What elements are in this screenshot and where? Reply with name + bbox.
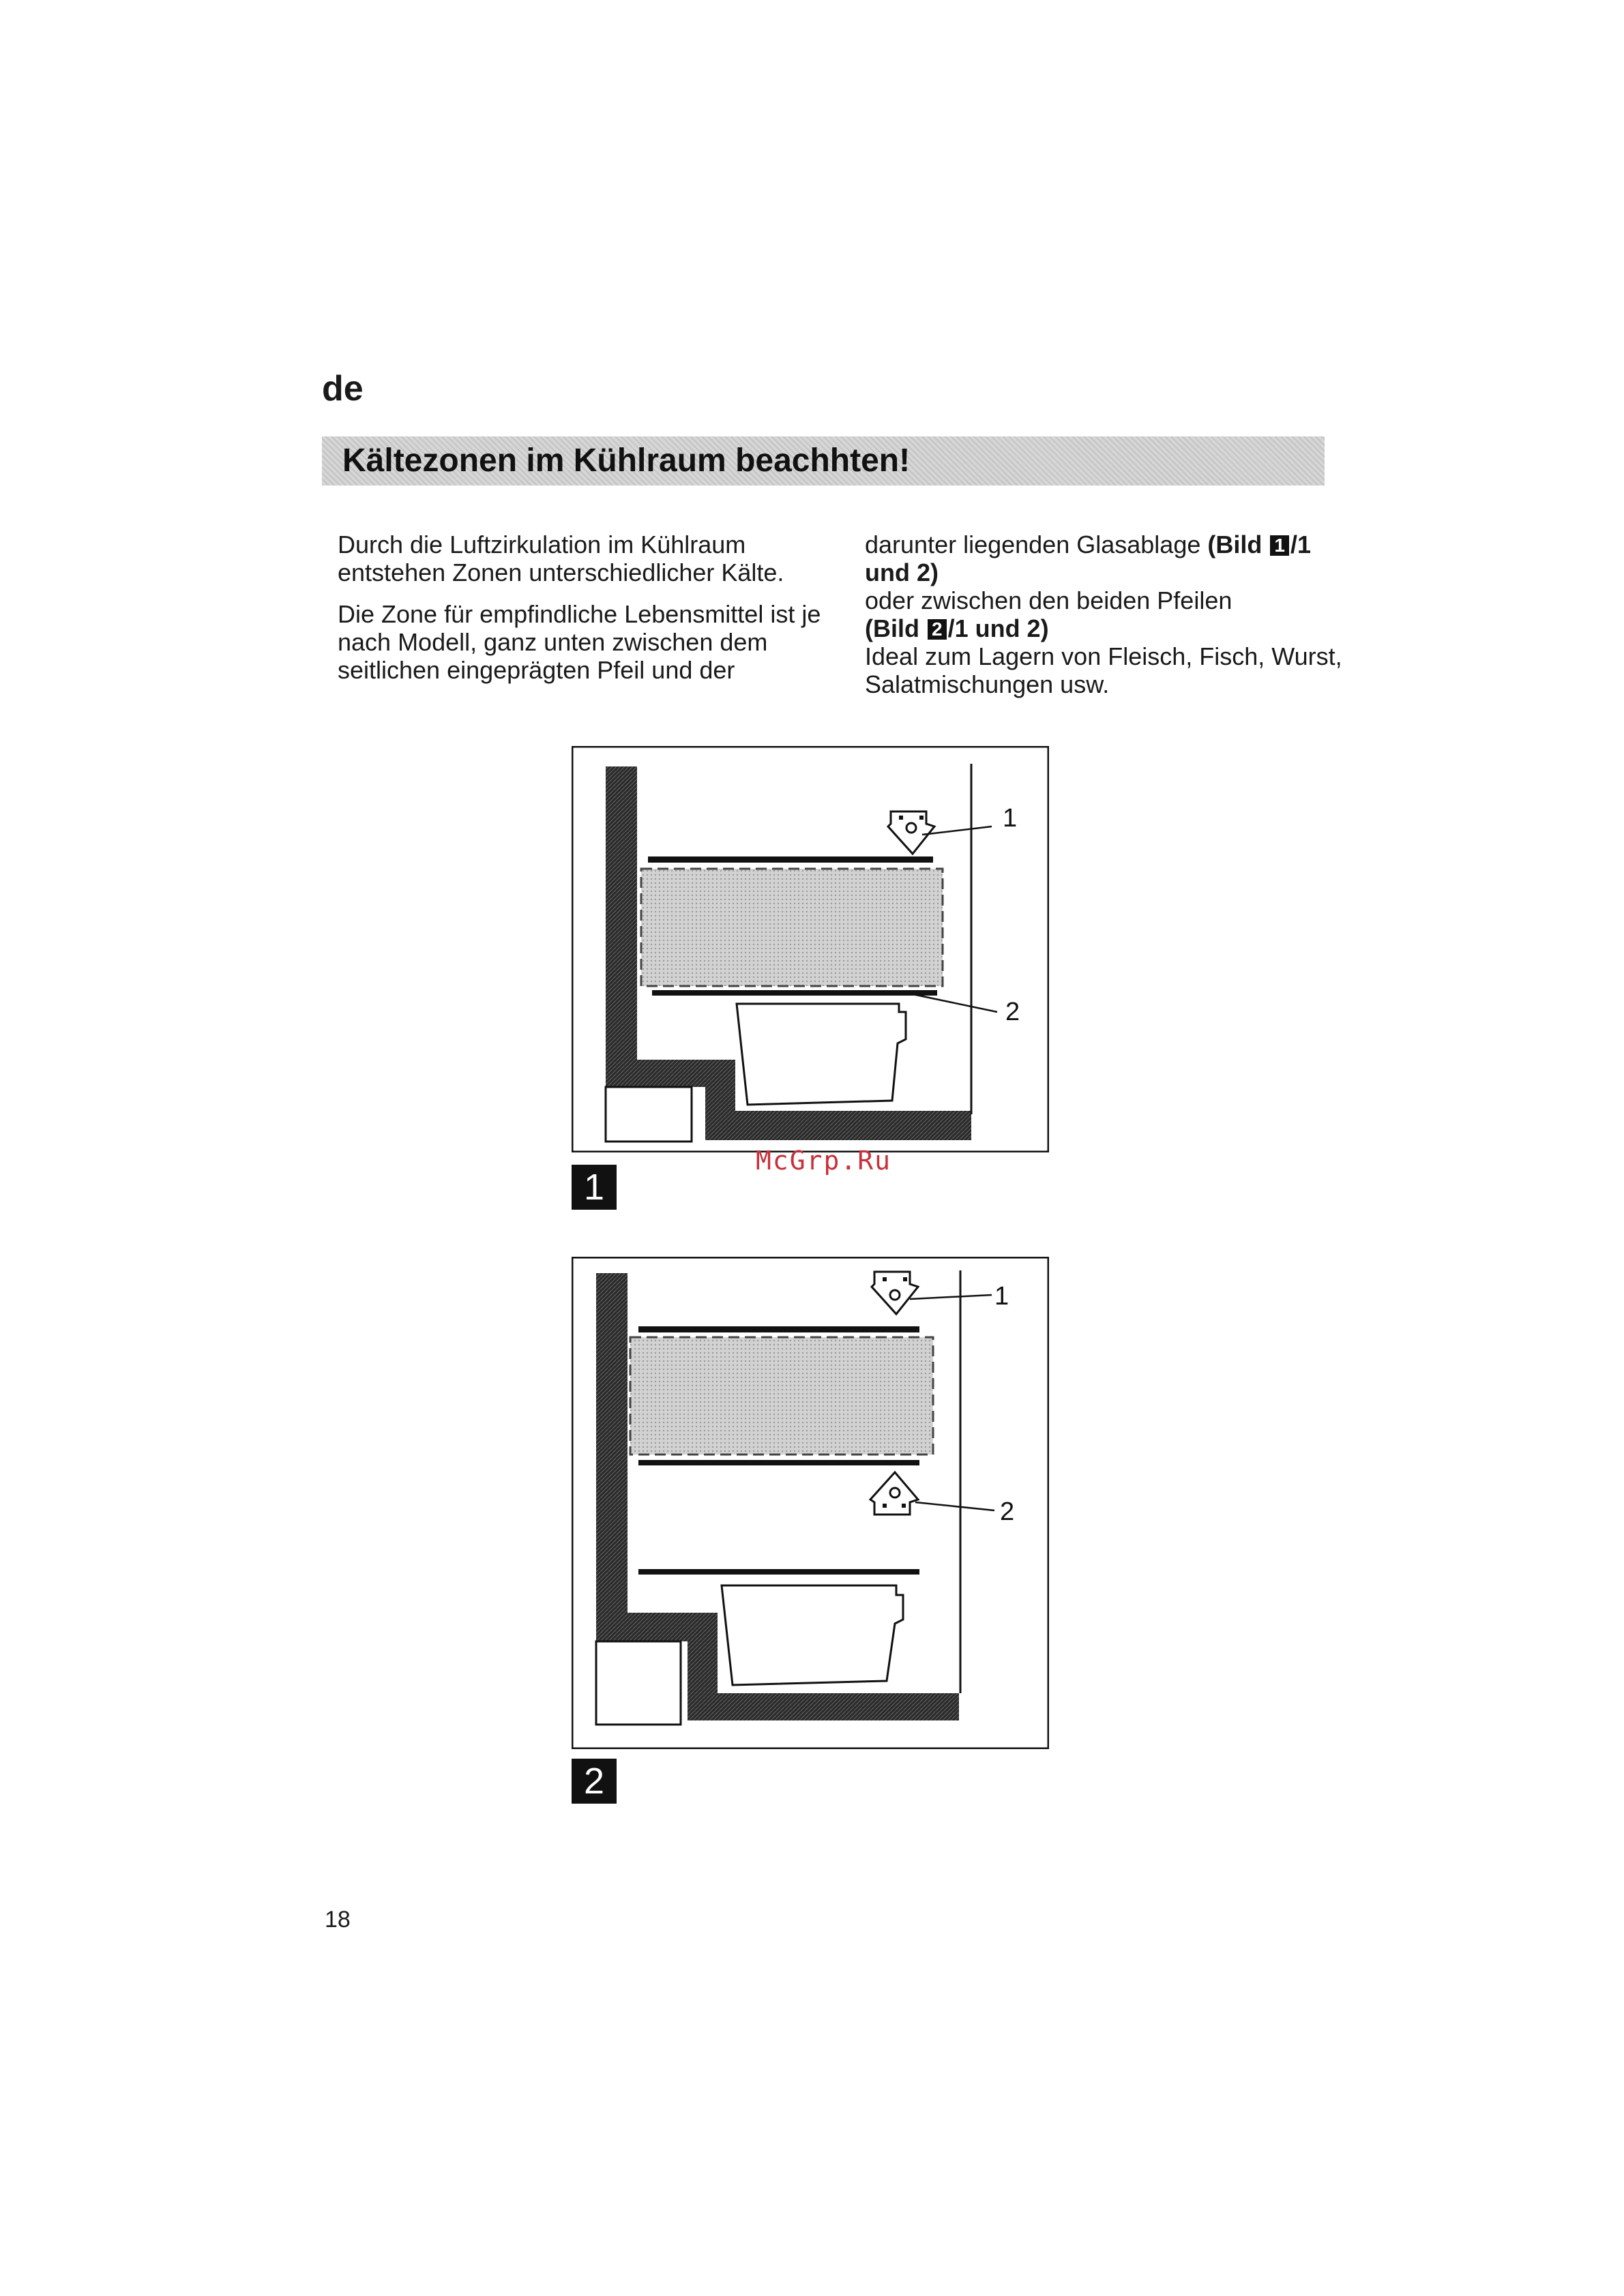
figure-2-cold-zone	[630, 1337, 933, 1455]
paragraph-continued	[865, 531, 1342, 586]
page-number: 18	[325, 1907, 351, 1933]
figure-2-compressor-box	[596, 1641, 681, 1725]
figure-1-cold-zone	[641, 869, 943, 986]
figure-ref-1: (Bild 1 /1 und 2)	[865, 531, 1311, 586]
figure-2-top-shelf	[638, 1326, 919, 1332]
paragraph-zone: Die Zone für empfindliche Lebensmittel ist je nach Modell, ganz unten zwischen dem seitlichen eingeprägten Pfeil und der	[338, 600, 821, 684]
figure-2-number: 2	[572, 1759, 617, 1804]
text-between-arrows: oder zwischen den beiden Pfeilen	[865, 586, 1232, 614]
figure-2-middle-shelf	[638, 1460, 919, 1465]
figure-2-crisper-drawer	[722, 1585, 903, 1685]
figure-1-callout-1: 1	[1003, 804, 1018, 833]
paragraph-intro: Durch die Luftzirkulation im Kühlraum entstehen Zonen unterschiedlicher Kälte.	[338, 531, 784, 586]
figure-1-glass-shelf	[652, 990, 937, 996]
figure-1-compressor-box	[606, 1087, 692, 1142]
language-code: de	[322, 369, 364, 408]
figure-1-diagram	[572, 746, 1049, 1152]
watermark: McGrp.Ru	[756, 1146, 892, 1176]
figure-2-callout-1: 1	[994, 1282, 1009, 1311]
text-column-left	[338, 531, 829, 698]
section-title-bar	[322, 436, 1325, 486]
figure-1-number: 1	[572, 1165, 617, 1210]
figure-ref-2-badge: 2	[928, 619, 947, 640]
text-ideal-storage: Ideal zum Lagern von Fleisch, Fisch, Wurst, Salatmischungen usw.	[865, 642, 1342, 698]
figure-2-lower-shelf	[638, 1569, 919, 1575]
figure-2-diagram	[572, 1257, 1049, 1749]
figure-1-upper-shelf	[648, 856, 933, 863]
text-column-right	[865, 531, 1342, 698]
figure-1-callout-2: 2	[1005, 998, 1020, 1026]
section-title: Kältezonen im Kühlraum beachhten!	[342, 443, 911, 479]
figure-1-back-wall	[606, 766, 637, 1087]
figure-ref-2: (Bild 2 /1 und 2)	[865, 614, 1049, 642]
text-glass-shelf: darunter liegenden Glasablage	[865, 531, 1208, 558]
figure-ref-1-badge: 1	[1270, 535, 1289, 556]
figure-1-crisper-drawer	[737, 1004, 906, 1105]
figure-2-callout-2: 2	[1000, 1497, 1015, 1526]
figure-2-back-wall	[596, 1273, 628, 1641]
